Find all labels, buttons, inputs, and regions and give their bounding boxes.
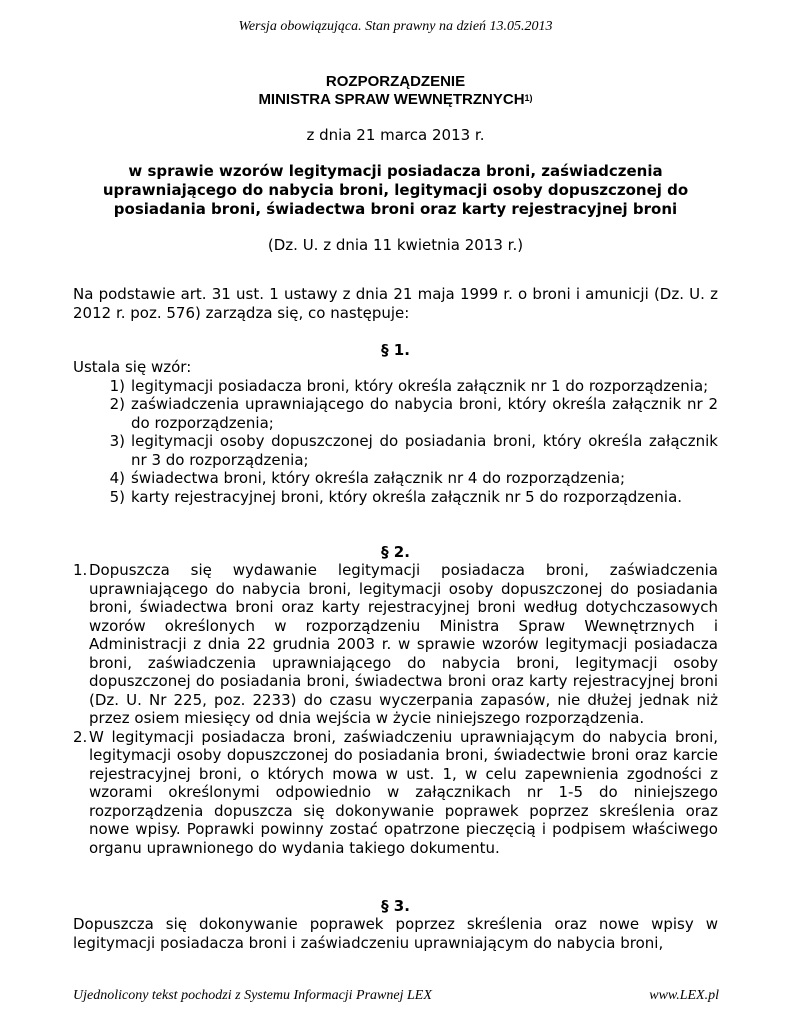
source-footer: Ujednolicony tekst pochodzi z Systemu Informacji Prawnej LEX	[73, 988, 432, 1003]
list-item-text: karty rejestracyjnej broni, który określa załącznik nr 5 do rozporządzenia.	[131, 487, 683, 506]
section-3-heading: § 3.	[381, 897, 410, 915]
list-item	[73, 432, 718, 469]
list-item	[73, 377, 718, 396]
list-item-number: 3)	[109, 432, 125, 450]
list-item	[73, 488, 718, 507]
section-1-heading: § 1.	[381, 341, 410, 359]
section-3-text: Dopuszcza się dokonywanie poprawek poprzez skreślenia oraz nowe wpisy w legitymacji posiadacza broni i zaświadczeniu uprawniającym do nabycia broni,	[73, 915, 718, 952]
list-item-text: legitymacji osoby dopuszczonej do posiadania broni, który określa załącznik nr 3 do rozporządzenia;	[131, 432, 718, 469]
act-subject: w sprawie wzorów legitymacji posiadacza broni, zaświadczenia uprawniającego do nabycia broni, legitymacji osoby dopuszczonej do posiadania broni, świadectwa broni oraz karty rejestracyjnej broni	[102, 162, 689, 218]
list-item-number: 2.	[73, 727, 88, 746]
list-item-text: zaświadczenia uprawniającego do nabycia broni, który określa załącznik nr 2 do rozporządzenia;	[131, 395, 718, 432]
list-item-number: 2)	[109, 395, 125, 413]
list-item	[73, 561, 718, 728]
list-item-text: legitymacji posiadacza broni, który określa załącznik nr 1 do rozporządzenia;	[131, 376, 709, 395]
act-title	[73, 73, 718, 109]
intro-paragraph: Na podstawie art. 31 ust. 1 ustawy z dnia 21 maja 1999 r. o broni i amunicji (Dz. U. z 2012 r. poz. 576) zarządza się, co następuje:	[73, 285, 718, 322]
list-item-number: 1.	[73, 561, 88, 579]
issuing-authority	[73, 91, 718, 109]
list-item-number: 5)	[109, 487, 125, 506]
version-status-header: Wersja obowiązująca. Stan prawny na dzień 13.05.2013	[238, 19, 553, 34]
list-item	[73, 728, 718, 858]
list-item-text: świadectwa broni, który określa załącznik nr 4 do rozporządzenia;	[131, 469, 626, 487]
act-date: z dnia 21 marca 2013 r.	[306, 126, 485, 144]
section-2	[73, 561, 718, 857]
section-2-heading: § 2.	[381, 543, 410, 561]
footnote-marker[interactable]: 1)	[524, 93, 533, 103]
section-1	[73, 358, 718, 506]
list-item	[73, 469, 718, 488]
list-item-text: W legitymacji posiadacza broni, zaświadczeniu uprawniającym do nabycia broni, legitymacji osoby dopuszczonej do posiadania broni, świadectwie broni oraz karcie rejestracyjnej broni, o których mowa w ust. 1, w celu zapewnienia zgodności z wzorami określonymi odpowiednio w załącznikach nr 1-5 do niniejszego rozporządzenia dopuszcza się dokonywanie poprawek poprzez skreślenia oraz nowe wpisy. Poprawki powinny zostać opatrzone pieczęcią i podpisem właściwego organu uprawnionego do wydania takiego dokumentu.	[89, 727, 718, 857]
list-item-number: 4)	[109, 469, 125, 487]
list-item-number: 1)	[109, 376, 125, 395]
list-item-text: Dopuszcza się wydawanie legitymacji posiadacza broni, zaświadczenia uprawniającego do nabycia broni, legitymacji osoby dopuszczonej do posiadania broni, świadectwa broni oraz karty rejestracyjnej broni według dotychczasowych wzorów określonych w rozporządzeniu Ministra Spraw Wewnętrznych i Administracji z dnia 22 grudnia 2003 r. w sprawie wzorów legitymacji posiadacza broni, zaświadczenia uprawniającego do nabycia broni, legitymacji osoby dopuszczonej do posiadania broni, świadectwa broni oraz karty rejestracyjnej broni (Dz. U. Nr 225, poz. 2233) do czasu wyczerpania zapasów, nie dłużej jednak niż przez osiem miesięcy od dnia wejścia w życie niniejszego rozporządzenia.	[89, 561, 718, 727]
issuing-authority-text: MINISTRA SPRAW WEWNĘTRZNYCH	[258, 91, 525, 108]
site-link[interactable]: www.LEX.pl	[649, 988, 719, 1003]
section-1-lead: Ustala się wzór:	[73, 358, 192, 376]
act-type: ROZPORZĄDZENIE	[325, 73, 466, 90]
journal-reference: (Dz. U. z dnia 11 kwietnia 2013 r.)	[267, 236, 524, 254]
list-item	[73, 395, 718, 432]
